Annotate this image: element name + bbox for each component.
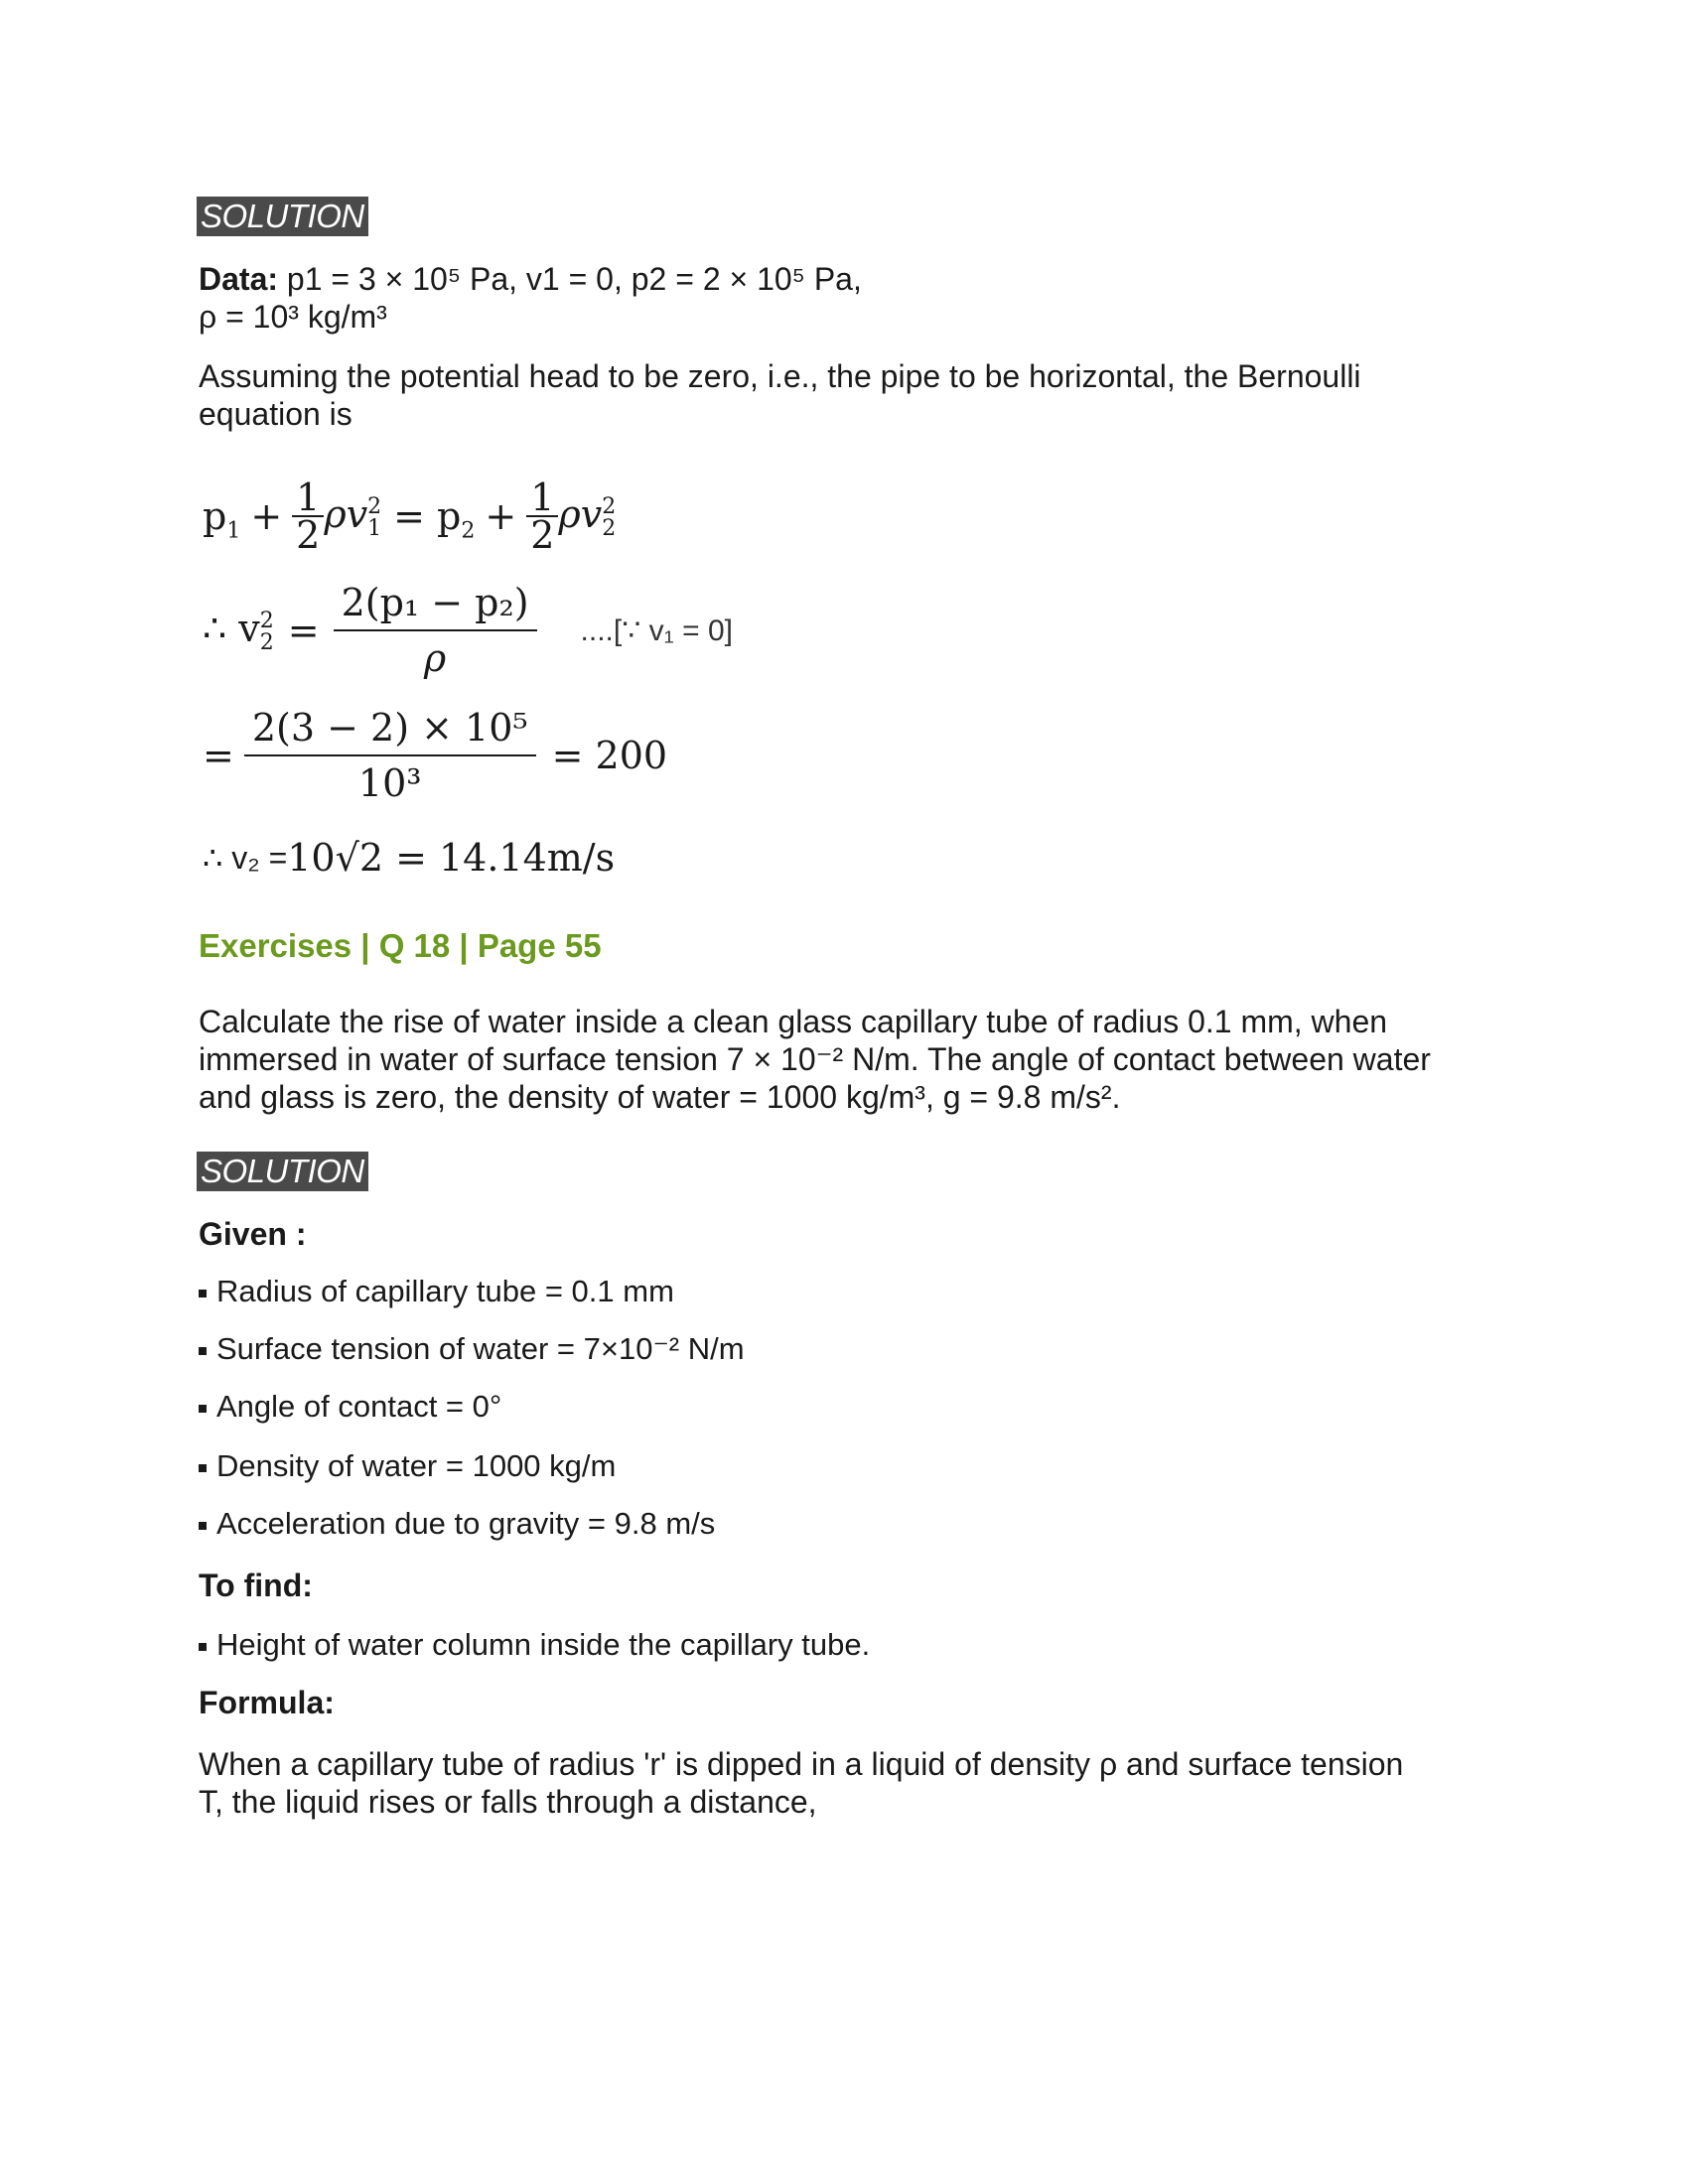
eq2-numerator: 2(p₁ − p₂) bbox=[334, 576, 537, 631]
given-list bbox=[199, 1273, 745, 1543]
eq2-equals: = bbox=[287, 609, 320, 652]
bullet-icon bbox=[199, 1405, 207, 1413]
data-line bbox=[199, 260, 862, 298]
given-item: Acceleration due to gravity = 9.8 m/s bbox=[199, 1505, 745, 1543]
eq1-p2: $p_2$ bbox=[437, 494, 476, 544]
bullet-icon bbox=[199, 1522, 207, 1530]
data-label: Data: bbox=[199, 261, 279, 297]
assumption-text-line-2: equation is bbox=[199, 396, 352, 432]
eq1-plus: + bbox=[250, 494, 283, 538]
eq1-half-fraction: $\frac{1}{2}$ bbox=[292, 479, 324, 553]
given-item: Surface tension of water = 7×10⁻² N/m bbox=[199, 1330, 745, 1368]
solution-badge-2: SOLUTION bbox=[197, 1152, 368, 1191]
question-line-3: and glass is zero, the density of water = 1000 kg/m³, g = 9.8 m/s². bbox=[199, 1079, 1121, 1115]
eq3-result: = 200 bbox=[551, 734, 668, 777]
eq3-fraction bbox=[244, 701, 536, 810]
bullet-icon bbox=[199, 1464, 207, 1472]
eq4-label: ∴ v₂ = bbox=[203, 840, 288, 876]
eq1-half-fraction-2: $\frac{1}{2}$ bbox=[526, 479, 558, 553]
formula-text-line-2: T, the liquid rises or falls through a distance, bbox=[199, 1784, 817, 1820]
bullet-icon bbox=[199, 1347, 207, 1355]
assumption-text-line-1: Assuming the potential head to be zero, i.e., the pipe to be horizontal, the Bernoulli bbox=[199, 358, 1361, 394]
formula-text-line-1: When a capillary tube of radius 'r' is dipped in a liquid of density ρ and surface tension bbox=[199, 1746, 1404, 1782]
given-item: Angle of contact = 0° bbox=[199, 1388, 745, 1426]
eq1-rho-v1: ρv 2 1 bbox=[324, 492, 382, 541]
eq2-denominator: ρ bbox=[423, 636, 447, 680]
eq1-equals: = bbox=[393, 494, 426, 538]
given-item: Radius of capillary tube = 0.1 mm bbox=[199, 1273, 745, 1310]
given-label: Given : bbox=[199, 1216, 307, 1252]
eq3-numerator: 2(3 − 2) × 10⁵ bbox=[244, 701, 536, 756]
eq1-rho-v2: ρv 2 2 bbox=[558, 492, 617, 541]
calculation-equation bbox=[203, 701, 667, 810]
solution-badge: SOLUTION bbox=[197, 197, 368, 236]
bullet-icon bbox=[199, 1290, 207, 1297]
formula-label: Formula: bbox=[199, 1685, 335, 1720]
eq2-therefore: ∴ v 2 2 bbox=[203, 607, 274, 655]
density-line: ρ = 10³ kg/m³ bbox=[199, 299, 387, 335]
to-find-label: To find: bbox=[199, 1568, 313, 1603]
question-line-2: immersed in water of surface tension 7 × 10⁻² N/m. The angle of contact between water bbox=[199, 1041, 1431, 1077]
exercise-heading[interactable]: Exercises | Q 18 | Page 55 bbox=[199, 927, 602, 964]
eq1-plus-2: + bbox=[485, 494, 517, 538]
bernoulli-equation bbox=[203, 467, 616, 566]
velocity-equation bbox=[203, 576, 733, 685]
eq3-equals: = bbox=[203, 734, 234, 777]
data-values: p1 = 3 × 10⁵ Pa, v1 = 0, p2 = 2 × 10⁵ Pa, bbox=[278, 261, 862, 297]
eq4-value: 10√2 = 14.14m/s bbox=[287, 836, 616, 880]
to-find-item: Height of water column inside the capillary tube. bbox=[199, 1626, 870, 1664]
bullet-icon bbox=[199, 1643, 207, 1651]
eq3-denominator: 10³ bbox=[357, 761, 422, 805]
given-item: Density of water = 1000 kg/m bbox=[199, 1447, 745, 1485]
eq1-p1: $p_1$ bbox=[203, 494, 241, 544]
result-equation bbox=[203, 828, 615, 887]
eq2-fraction bbox=[334, 576, 537, 685]
eq2-note: ....[∵ v₁ = 0] bbox=[580, 614, 733, 647]
question-line-1: Calculate the rise of water inside a clean glass capillary tube of radius 0.1 mm, when bbox=[199, 1004, 1388, 1039]
